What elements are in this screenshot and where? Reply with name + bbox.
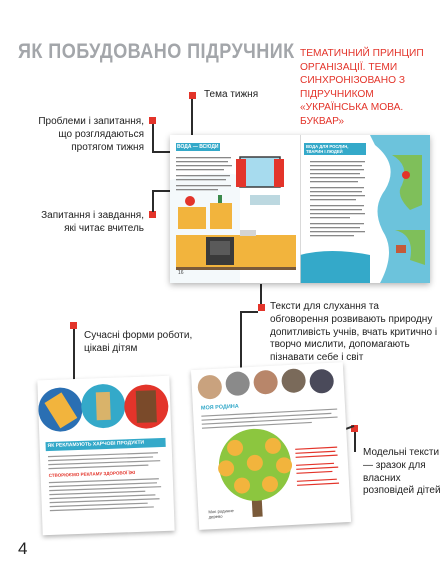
annotation-modern-forms: Сучасні форми роботи, цікаві дітям xyxy=(84,330,193,354)
annotation-model-texts: Модельні тексти — зразок для власних розповідей дітей xyxy=(363,447,441,497)
marker-square xyxy=(149,211,156,218)
annotation-problems: Проблеми і запитання, що розглядаються протягом тижня xyxy=(38,116,144,153)
marker-square xyxy=(70,322,77,329)
annotation-week-theme: Тема тижня xyxy=(204,89,259,100)
family-illustration xyxy=(191,362,351,530)
page-number: 4 xyxy=(18,539,28,558)
annotation-listening-texts: Тексти для слухання та обговорення розвивають природну допитливість учнів, вчать критично і творчо мислити, допомагають пізнавати себе і світ xyxy=(270,301,438,364)
pointer-line xyxy=(354,432,356,452)
marker-square xyxy=(149,117,156,124)
marker-square xyxy=(189,92,196,99)
ads-heading: ЯК РЕКЛАМУЮТЬ ХАРЧОВІ ПРОДУКТИ xyxy=(47,439,145,450)
spread-left-heading: ВОДА — ВСЮДИ xyxy=(177,144,219,150)
pointer-line xyxy=(152,124,154,152)
spread-right-heading: ВОДА ДЛЯ РОСЛИН, ТВАРИН І ЛЮДЕЙ xyxy=(306,144,349,154)
book-page-family xyxy=(191,362,351,530)
spread-illustration xyxy=(170,135,430,283)
family-heading: МОЯ РОДИНА xyxy=(200,403,239,412)
family-caption: Моє родинне дерево xyxy=(208,508,234,520)
ads-subheading: СТВОРЮЄМО РЕКЛАМУ ЗДОРОВОЇ ЇЖІ xyxy=(48,469,136,479)
annotation-teacher-questions: Запитання і завдання, які читає вчитель xyxy=(41,210,144,234)
pointer-line xyxy=(260,284,262,304)
ads-illustration xyxy=(37,376,174,536)
pointer-line xyxy=(73,329,75,385)
page-title: ЯК ПОБУДОВАНО ПІДРУЧНИК xyxy=(18,40,295,63)
pointer-line xyxy=(152,190,154,212)
theme-note: ТЕМАТИЧНИЙ ПРИНЦИП ОРГАНІЗАЦІЇ. ТЕМИ СИНХРОНІЗОВАНО З ПІДРУЧНИКОМ «УКРАЇНСЬКА МОВА. БУКВАР» xyxy=(300,48,424,127)
spread-page-number: 16 xyxy=(178,270,184,276)
marker-square xyxy=(258,304,265,311)
pointer-line xyxy=(240,311,258,313)
book-page-ads xyxy=(37,376,174,536)
textbook-spread xyxy=(170,135,430,283)
